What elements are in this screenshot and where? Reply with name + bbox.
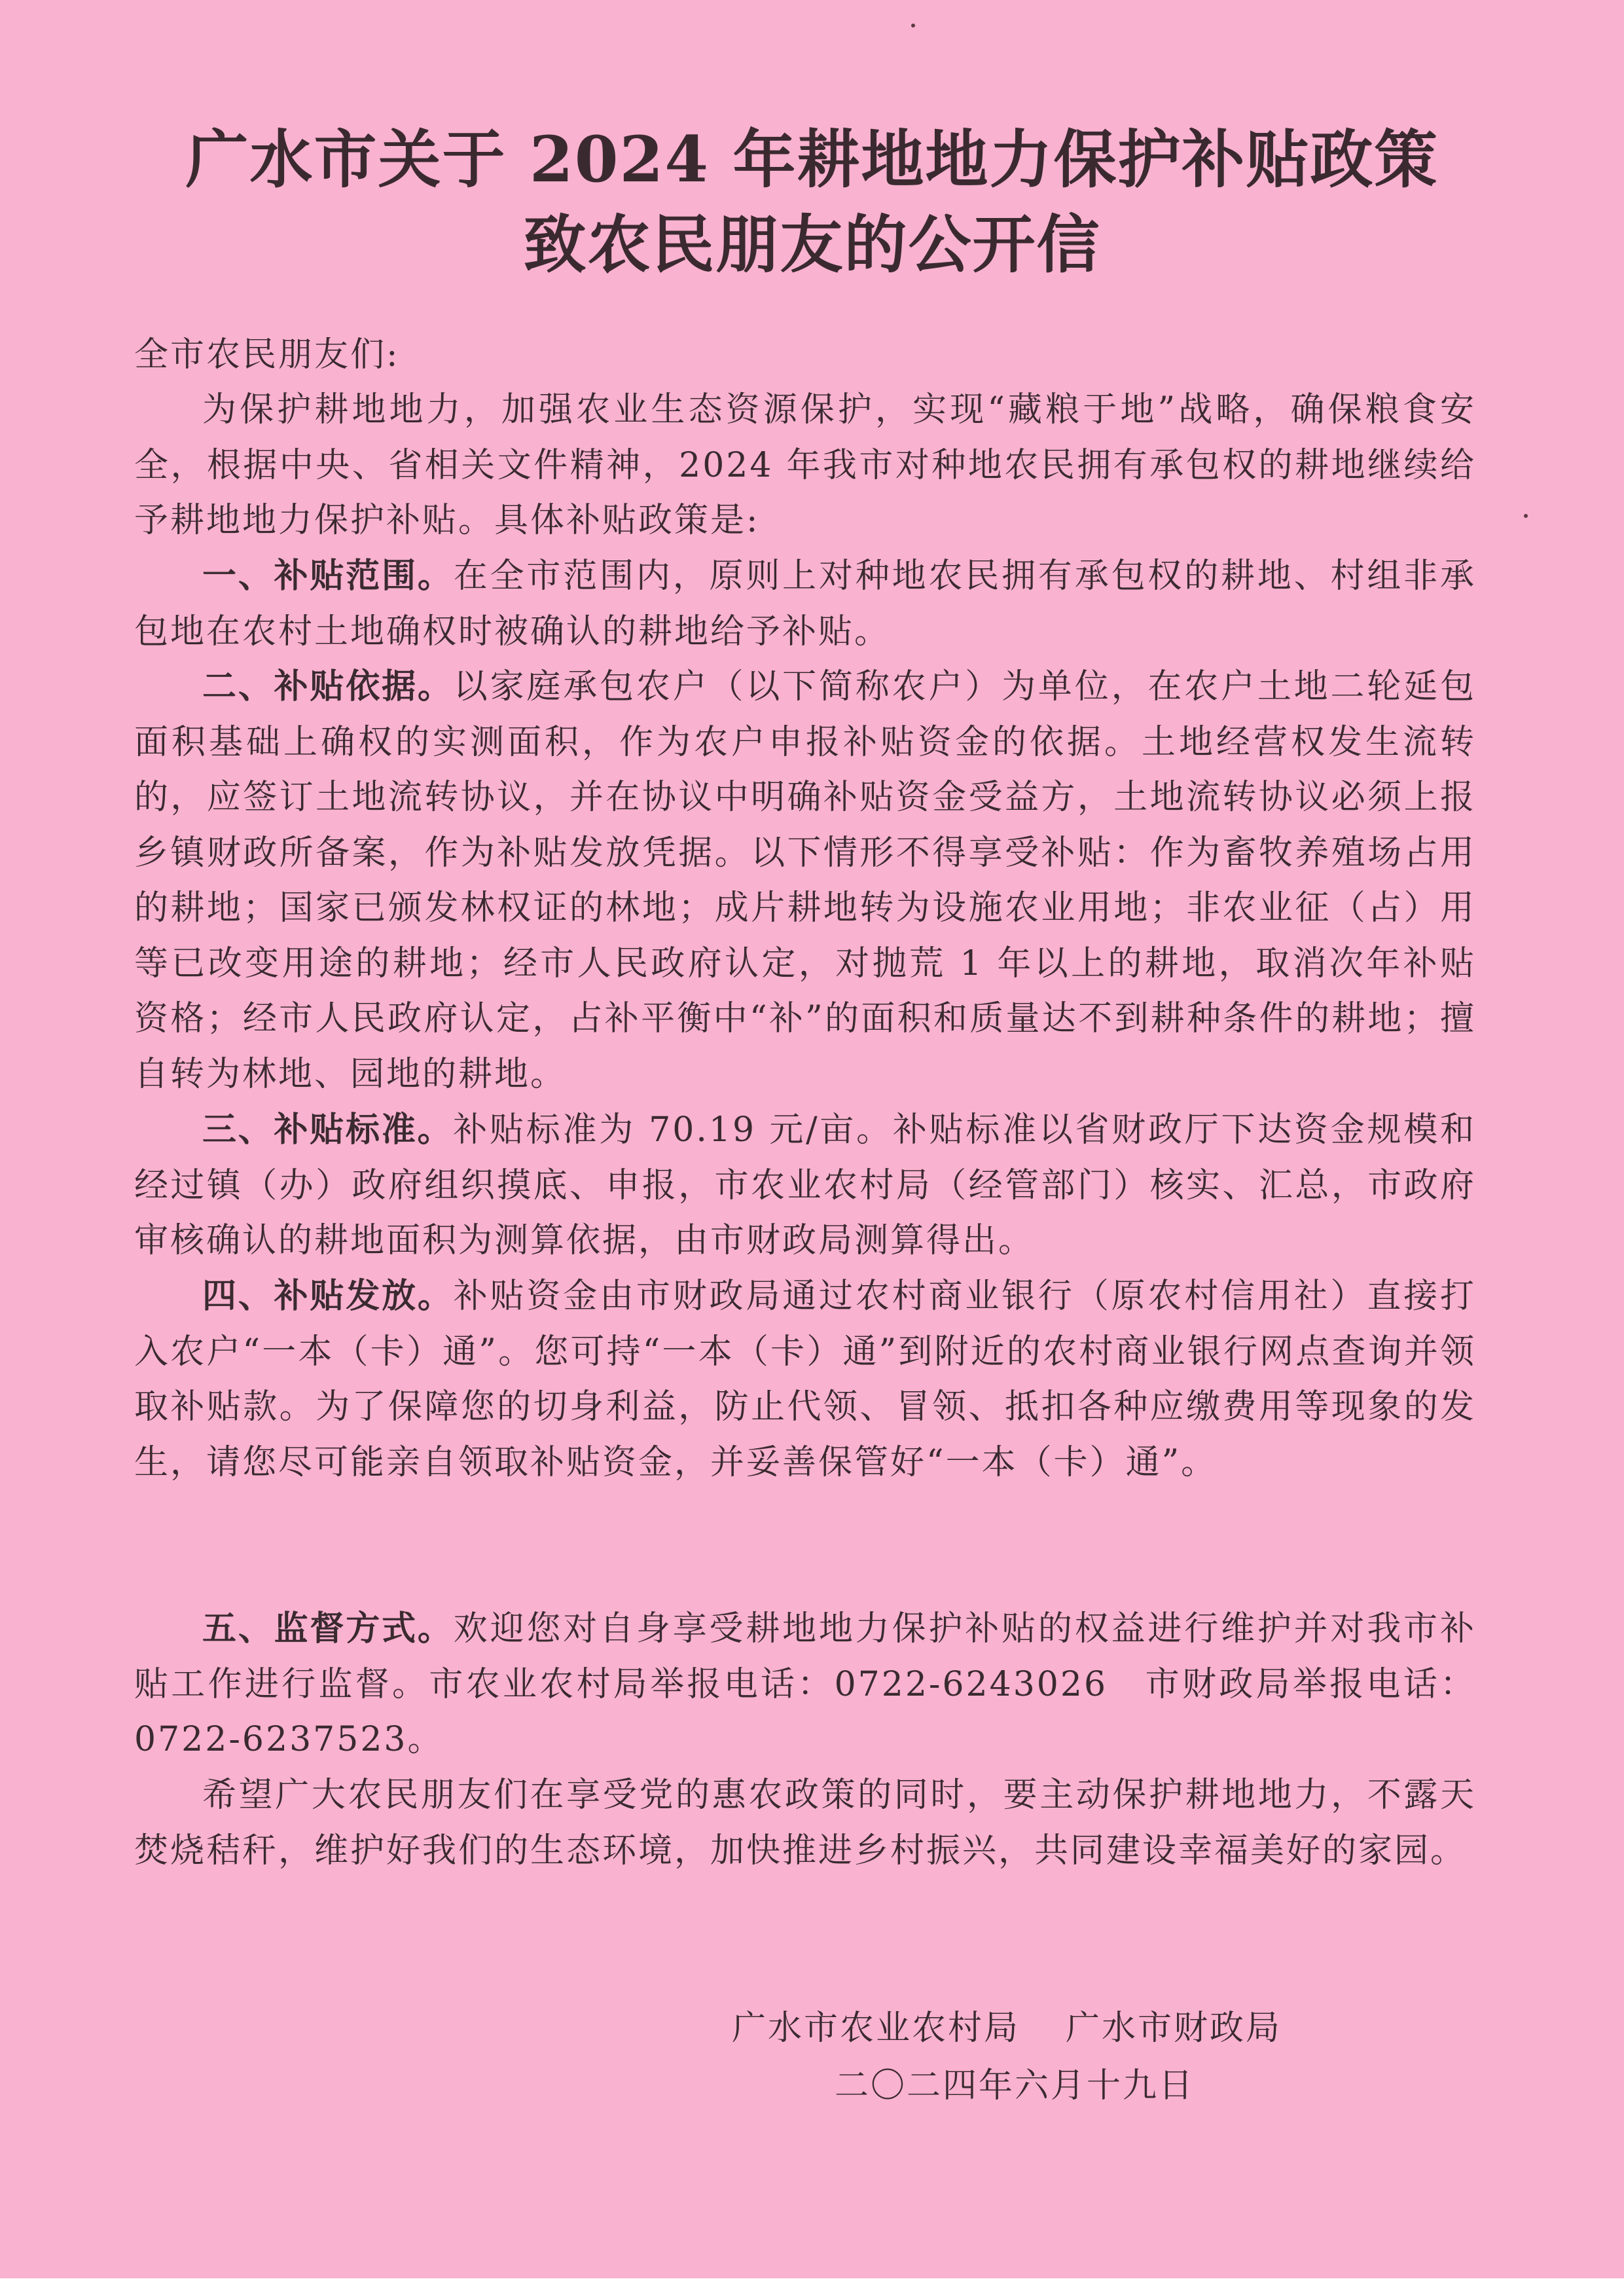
section-text: 以家庭承包农户（以下简称农户）为单位，在农户土地二轮延包面积基础上确权的实测面积，作为农户申报补贴资金的依据。土地经营权发生流转的，应签订土地流转协议，并在协议中明确补贴资金受益方，土地流转协议必须上报乡镇财政所备案，作为补贴发放凭据。以下情形不得享受补贴：作为畜牧养殖场占用的耕地；国家已颁发林权证的林地；成片耕地转为设施农业用地；非农业征（占）用等已改变用途的耕地；经市人民政府认定，对抛荒 1 年以上的耕地，取消次年补贴资格；经市人民政府认定，占补平衡中“补”的面积和质量达不到耕种条件的耕地；擅自转为林地、园地的耕地。 bbox=[134, 667, 1476, 1094]
closing-paragraph: 希望广大农民朋友们在享受党的惠农政策的同时，要主动保护耕地地力，不露天焚烧秸秆，维护好我们的生态环境，加快推进乡村振兴，共同建设幸福美好的家园。 bbox=[134, 1776, 1476, 1870]
salutation: 全市农民朋友们: bbox=[134, 335, 400, 374]
section-heading: 四、补贴发放。 bbox=[202, 1277, 454, 1316]
scan-speck bbox=[1524, 514, 1528, 518]
signature-org-agriculture: 广水市农业农村局 bbox=[732, 2009, 1020, 2048]
scan-speck bbox=[911, 24, 915, 27]
section-subsidy-basis bbox=[134, 659, 1476, 1102]
intro-paragraph: 为保护耕地地力，加强农业生态资源保护，实现“藏粮于地”战略，确保粮食安全，根据中央、省相关文件精神，2024 年我市对种地农民拥有承包权的耕地继续给予耕地地力保护补贴。具体补贴政策是: bbox=[134, 390, 1476, 540]
title-line-1: 广水市关于 2024 年耕地地力保护补贴政策 bbox=[185, 122, 1439, 196]
signature-organizations bbox=[732, 2000, 1282, 2049]
section-text: 在全市范围内，原则上对种地农民拥有承包权的耕地、村组非承包地在农村土地确权时被确认的耕地给予补贴。 bbox=[134, 556, 1476, 651]
section-text: 补贴资金由市财政局通过农村商业银行（原农村信用社）直接打入农户“一本（卡）通”。您可持“一本（卡）通”到附近的农村商业银行网点查询并领取补贴款。为了保障您的切身利益，防止代领、冒领、抵扣各种应缴费用等现象的发生，请您尽可能亲自领取补贴资金，并妥善保管好“一本（卡）通”。 bbox=[134, 1277, 1476, 1482]
section-heading: 一、补贴范围。 bbox=[202, 556, 454, 596]
section-heading: 二、补贴依据。 bbox=[202, 667, 454, 706]
section-text: 补贴标准为 70.19 元/亩。补贴标准以省财政厅下达资金规模和经过镇（办）政府组织摸底、申报，市农业农村局（经管部门）核实、汇总，市政府审核确认的耕地面积为测算依据，由市财政局测算得出。 bbox=[134, 1110, 1476, 1260]
section-subsidy-scope bbox=[134, 549, 1476, 659]
section-supervision bbox=[134, 1601, 1476, 1768]
section-heading: 五、监督方式。 bbox=[202, 1609, 454, 1649]
scan-bottom-margin bbox=[0, 2278, 1624, 2296]
signature-date: 二〇二四年六月十九日 bbox=[835, 2066, 1195, 2105]
section-subsidy-standard bbox=[134, 1102, 1476, 1269]
section-heading: 三、补贴标准。 bbox=[202, 1110, 454, 1150]
section-text: 欢迎您对自身享受耕地地力保护补贴的权益进行维护并对我市补贴工作进行监督。市农业农村局举报电话：0722-6243026 市财政局举报电话：0722-6237523。 bbox=[134, 1609, 1476, 1759]
signature-org-finance: 广水市财政局 bbox=[1066, 2009, 1282, 2048]
section-subsidy-payment bbox=[134, 1269, 1476, 1490]
title-line-2: 致农民朋友的公开信 bbox=[523, 208, 1101, 282]
